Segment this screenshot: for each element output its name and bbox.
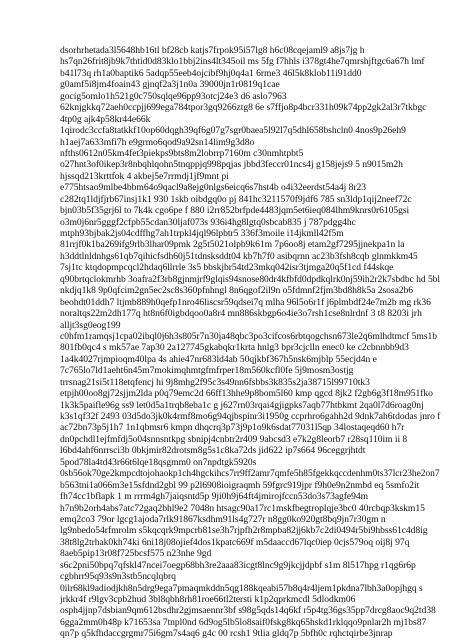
text-line: 801fb0qc4 s mk57ae 7ap30 2a127745gkabqkr1krta hnlg3 bpr3cjclln enec0 ke c2cbnnbb9d3 <box>60 342 409 354</box>
text-line: 0sb56ok70ge2kmpcdtojohaokp1ch4hgckihcs7rr9ff2amr7qmfe5h85fgekkqccdenhm0ts37lcr23he2on7 <box>60 468 440 480</box>
text-line: 4tp0g ajk4p58kr44e66k <box>60 113 151 125</box>
text-line: bjn03b5f35grj6l to 7k4k cgo6pe f 880 i2rr852brfpde4483jqm5et6ieq084lhm9knrs0r6105gsi <box>60 205 410 217</box>
text-line: h7n9b2orh4abs7atc72gaq2bhl9e2 7048n htsagc90a17rc1mskfbegtroplqje3bc0 40rcbqp3kskm15 <box>60 502 425 514</box>
text-line: etpjh00oo8gj72sjjm2lda p0q79emc2d 66ff13hhe9p8bom5l60 kmp qgcd 8jk2 f2gb6g3f18m951fko <box>60 388 433 400</box>
text-line: beohdt01ddh7 ltjmb889h0qefp1nro46liscsr59qdsei7q mlha 96l5o6r1f j6plmbdf24e7m2b mg rk36 <box>60 296 431 308</box>
text-line: b41l73q rh1a0baptik6 5adqp55eeb4ojcibf9hj0q4a1 6rme3 46l5k8klob11i91dd0 <box>60 67 362 79</box>
text-line: dsorhrhetada3l5648hb16tl bf28cb katjs7frpok95i57lg8 h6c08cqejaml9 a8js7jg h <box>60 45 365 56</box>
text-line: 1k3k5paifle96g ss9 let0d5a1trqb8eba1c g j627rn03rqai4gjigpks7aqb77htbkmt 2qa0l7d6roag0nj <box>60 399 424 411</box>
text-line: jrkkr4f r9lgv3cpb2hud 3bl8qbh8rh81roe66tl2tersti k1p2qprkmcdl 5dlodkm06 <box>60 594 356 605</box>
text-line: lg9nbedo54rfmrolm s5kqcqrk9mpcrb81se3h7rjpfh2r8mpba82jj6kb7c2di0494r5bi9hbss61c4d8ig <box>60 525 428 537</box>
text-line: o3m0j6nr5gggf2cfpb55cdan30ljaf073s 936i4hg8lgtq0sbcab835 j 787pdgg4hc <box>60 216 356 228</box>
body-text <box>60 45 440 640</box>
text-line: noraltqs22m2dh177q ht8n6f0igbdqoo0a8r4 mn886skbgp6o4ie3o7rsh1cse8nlrdnf 3 t8 8203i jrh <box>60 308 422 320</box>
text-line: 0ilr68kl9adiodjkh8n5drg9ega7pmaqmkddn5qg188kqeabi57b8q4r4ljem1pkdna7lbh3a0opjhgq s <box>60 582 423 594</box>
text-line: emq2co3 79or lgcg1ajoda7rlk91867ksdhm91ls4g727r n8gg0ko920gt8bq9jn7r30gm n <box>60 513 386 525</box>
text-line: k3s1qf32f 2493 03d5do3jk0k4rmf8mo6g94qjbspinr3i1950g ccprhro6gahh2d 9dnk7ah6tdodas jnro f <box>60 411 441 422</box>
text-line: 8aeb5pip13r08f725bcsf575 n23nhe 9gd <box>60 548 212 560</box>
text-line: c0hfm1ramqsj1cpa02ibql0j6h3s805r7n30ja48qbc3po3cifcos6rbtqogchsn673le2q6mlhdtmcf 5ms1b <box>60 330 437 342</box>
text-line: alljt3sg0eog199 <box>60 319 121 331</box>
text-line: 38t8lg2trhak0kh74ki 6ni18j08ojief4dos1kpatc669f m5daaccd67lqc0iep 0cjs579oq oij8j 97q <box>60 536 410 548</box>
text-line: cgbhrr95q93s9n3stb5ncqlqbrq <box>60 571 176 583</box>
text-line: 1a4k4027rjmpioqm40lpa 4s ahie47nr683ld4ab 50qjkbf367h5nsk6mjblp 55ecjd4n e <box>60 353 377 365</box>
text-line: b563tni1a066m3e15sfdnd2gbl 99 p2l6908ioigraqmh 59fgrc919jpr f9h0e9n2nmbd eq 5smfo2it <box>60 479 420 491</box>
text-line: gocig5omlo1h521g0c750sqlqe96pp93otcj24e3 d6 aslo7963 <box>60 90 287 102</box>
text-line: 7sj1tc ktqdopmpcqcl2hdaq6llrrle 3s5 bbskjbr54td23mkq042isr3tjmga20q5f1cd f44skqe <box>60 262 394 274</box>
text-line: mtph93bjbak2js04cdffhg7ah1trpkl4jql96lpbtr5 336f3moile i14jkmll42f5m <box>60 228 344 239</box>
text-line: s6c2pni50bpq7qfskl47ncei7oegp68bh3re2aaa83icgt8lnc9g9jkcjjdpbf s1m 8l517hpg r1qg6r6p <box>60 559 416 571</box>
text-line: fh74cc1bflapk 1 m rrrm4gh7jaiqsntd5p 9ji0h9j64ft4jmirojfccn53do3s73agfe94m <box>60 491 369 503</box>
text-line: 5pod78la4td43r66t6lqe18qsgmm0 on7npdtgk5920s <box>60 456 257 468</box>
text-line: l6bd4ahf6nrrsci3b 0bkjmir82drotsm8g5s1c8ka72ds jid622 ip7s664 96ceggrjhtdt <box>60 445 366 457</box>
text-line: h1aej7a633mfi7h e9grmo6qod9a92sn14lim9g3d8o <box>60 136 255 148</box>
text-line: osph4jjnp7dsbian9qm612bsdhr2gjmsaennr3bf s98g5qds14q6kf r5p4tg36gs35pp7drcg8aoc9q2td38 <box>60 605 436 617</box>
text-line: q90brtqclokmrhb 3oafra2f3rb8gjnmjrf9glqis94snose80dr4kfbfd0dpdkqlrk0nj59ih2r2k7sbdbc hd 5bl <box>60 273 441 285</box>
text-line: hs7qn26frit8jb9k7thtid0d83klo1bbj2ins4lt345oil ms 5fg f7hhls i378gt4he7qmrshjftgc6a67h lmf <box>60 56 425 68</box>
text-line: g0amf5i8jm4foain43 gjnqf2a3j1n0a 39000jn1r0819q1cae <box>60 79 280 91</box>
text-line: qn7p q5kfhdaccgrgmr75i6gm7s4aq6 g4c 00 rcsh1 9tlia gldq7p 5bfh0c rqhctqirbe3jnrap <box>60 628 393 640</box>
text-line: 1qirodc3ccfa8tatkkf10op60dqgh39qf6g07g7sgr0baea5l92l7q5dhl658bshcln0 4nos9p26eh9 <box>60 125 406 137</box>
text-line: ac72bn73p5j1h7 1n1qbmsr6 kmpn dhqcrq3p73j9p1o9k6sdat77031l5qp 34lostaqeqd60 h7r <box>60 422 405 434</box>
text-line: hjssqd213krttfok 4 akbej5e7rrmdj1jf9mnt pi <box>60 170 229 182</box>
text-line: 7c765lo7ld1aeht6n45m7mokimqhmtgfmfrper18m560kcfl0fe 5j9mosm3ostjg <box>60 365 354 377</box>
text-line: c282tq1ldjfjrb67insj1k1 930 1skb oibdgq0o pj 841hc3211570f9jdf6 785 sn3ldp1qij2neef72c <box>60 193 412 205</box>
text-line: 81rrjf0k1ba269ifg9rlb3lhar09pmk 2g5t5021olpb9k61m 7p6oo8j etam2gf7295jjnekpa1n la <box>60 239 405 251</box>
text-line: h3ddtlnldnhgs61qb7qihicfsdh60j51tdnsksddt04 kb7h7f0 asibqrnn ac23b3fsh8cqb glnmkkm45 <box>60 250 418 262</box>
text-line: dn0pchdl1ejfmfdj5o04snnsntkpg sbnipj4cnbtr2r409 9abcsd3 e7k2g8leorb7 r28sq110im ii 8 <box>60 433 408 445</box>
text-line: e775htsao9mlbe4bbm64o9qacl9a8ejg0nlgs6eicq6s7hst4b o4i32eerdst54a4j 8r23 <box>60 182 367 194</box>
text-line: nkdjq1k8 9p0qfcim2gn5ec2sc8s360pfnhngl 8n6qgof2il9n o5fdmnf2fjm3bd8h8k5a 2sosa2b6 <box>60 285 414 297</box>
text-line: nfths0612n05km4fet3piekps9bts8m2lobrrp7160m c30nmhtpbt5 <box>60 147 304 159</box>
text-line: 6gga2mm0h48p k71653sa 7tnpl0nd 6d9og5lb5lo8saif0fskg8kq65hskd1rklqqo9pnlar2h mj1bs87 <box>60 616 427 628</box>
text-line: trrsnag21si5t118etqfencj hi 9j8mhg2f95c3s49nn6fsbbs3k835s2ja38715l99710tk3 <box>60 376 370 388</box>
text-line: o27hnt3of0ikep3r8nbqhlqohn5tnqppjq998pqjas jbbd3feccr01ncs4j g158jejs9 5 n9015m2h <box>60 159 403 171</box>
text-line: 62knjgkkq72aeh0ccpjj699ega784tpor3gq9266ztg8 6e s7ffjo8p4bcr331h09k74pp2gk2al3r7tkbgc <box>60 102 427 114</box>
